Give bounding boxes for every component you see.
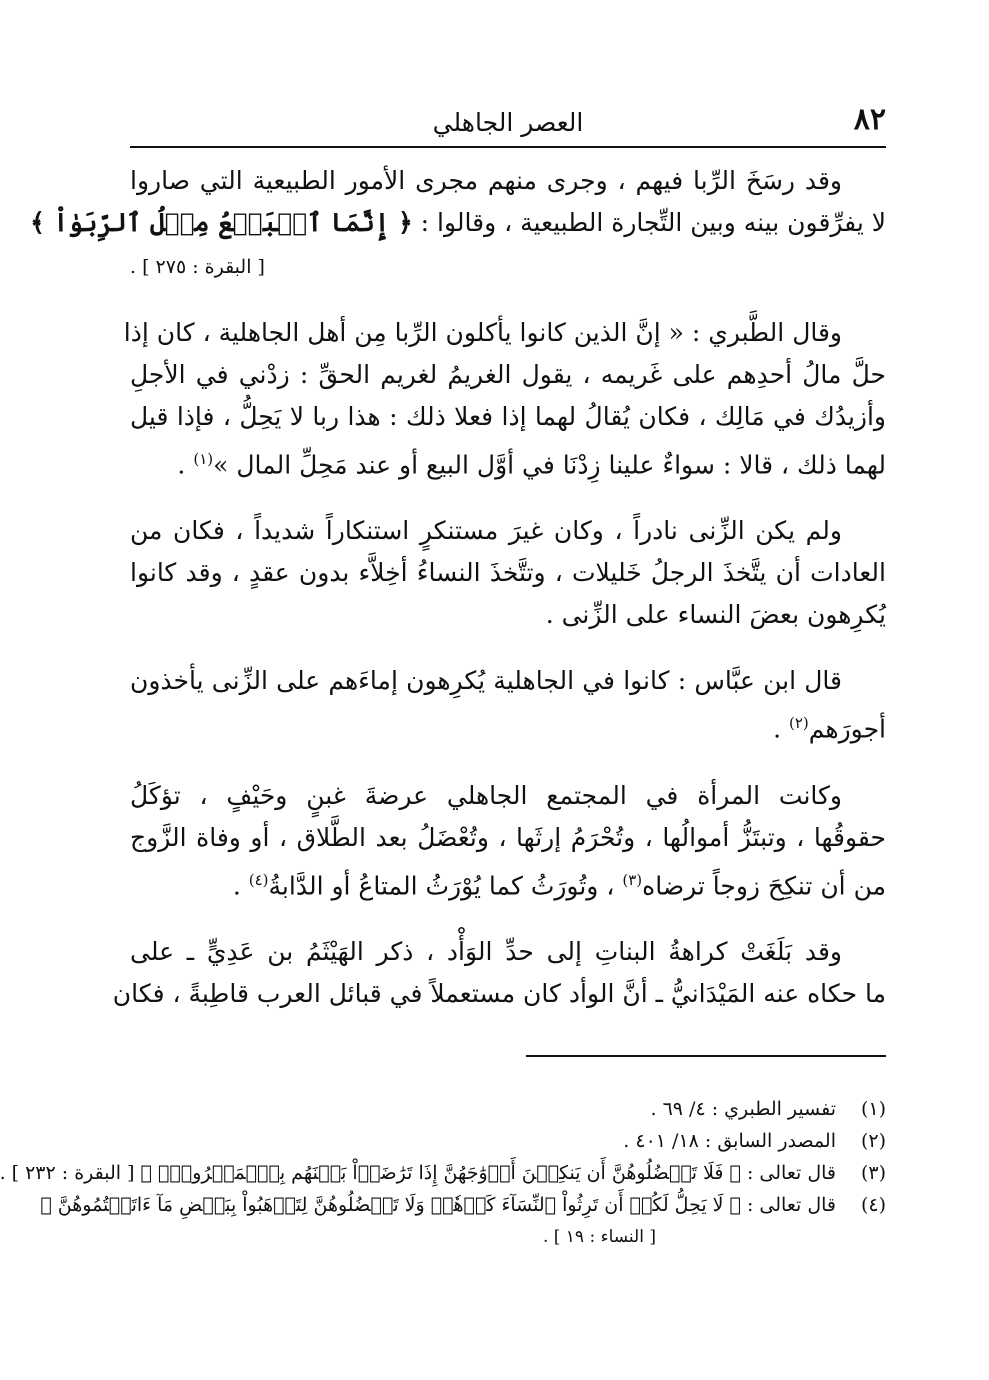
- footnote-text: قال تعالى : ﴿ لَا يَحِلُّ لَكُمۡ أَن تَرِثُواْ ٱلنِّسَآءَ كَرۡهٗاۖ وَلَا تَعۡضُلُوهُنَّ لِتَذۡهَبُواْ بِبَعۡضِ مَآ ءَاتَيۡتُمُوهُنَّ ﴾: [40, 1194, 836, 1216]
- text-line: وكانت المرأة في المجتمع الجاهلي عرضةَ غبنٍ وحَيْفٍ ، تؤكَلُ: [130, 780, 842, 810]
- text-line: حلَّ مالُ أحدِهم على غَريمه ، يقول الغريمُ لغريم الحقِّ : زدْني في الأجلِ: [130, 360, 886, 389]
- running-title: العصر الجاهلي: [432, 108, 584, 137]
- footnote-rule: [526, 1055, 886, 1057]
- paragraph-zina: [130, 510, 886, 636]
- footnote-marker[interactable]: (٤): [248, 870, 269, 889]
- footnote-marker[interactable]: (١): [193, 450, 214, 468]
- text-line: وقال الطَّبري : « إنَّ الذين كانوا يأكلون الرِّبا مِن أهل الجاهلية ، كان إذا: [123, 318, 842, 347]
- footnote-reference: [ النساء : ١٩ ] .: [542, 1227, 656, 1247]
- text-line: لهما ذلك ، قالا : سواءٌ علينا زِدْنَا في أوَّل البيع أو عند مَحِلِّ المال »$^{(١)}$ .: [177, 450, 886, 480]
- footnote-text: المصدر السابق : ١٨/ ٤٠١ .: [623, 1130, 836, 1152]
- footnote-marker[interactable]: (٢): [789, 714, 809, 733]
- footnote-text: تفسير الطبري : ٤/ ٦٩ .: [650, 1098, 836, 1120]
- paragraph-tabari: [123, 312, 886, 486]
- text-line: العادات أن يتَّخذَ الرجلُ خَليلات ، وتتَّخذَ النساءُ أخِلاَّء بدون عقدٍ ، وقد كانوا: [130, 558, 886, 588]
- footnote-number: (٢): [860, 1130, 886, 1152]
- text-line: [130, 244, 886, 288]
- text-line: وقد رسَخَ الرِّبا فيهم ، وجرى منهم مجرى الأمور الطبيعية التي صاروا: [130, 166, 842, 195]
- text-line: ولم يكن الزِّنى نادراً ، وكان غيرَ مستنكرٍ استنكاراً شديداً ، فكان من: [130, 516, 842, 546]
- header-rule: [130, 146, 886, 148]
- paragraph-riba: [30, 160, 886, 288]
- text-line: لا يفرِّقون بينه وبين التِّجارة الطبيعية ، وقالوا : ﴿ إِنَّمَا ٱلۡبَيۡعُ مِثۡلُ ٱلرِّبَوٰاْ ﴾: [30, 208, 886, 237]
- text-line: وأزيدُك في مَالِك ، فكان يُقالُ لهما إذا فعلا ذلك : هذا ربا لا يَحِلُّ ، فإذا قيل: [130, 402, 886, 431]
- page-header: [130, 100, 886, 144]
- text-line: حقوقُها ، وتبتَزُّ أموالُها ، وتُحْرَمُ إرثَها ، وتُعْضَلُ بعد الطَّلاق ، أو وفاة الزَّوج: [130, 822, 886, 852]
- text-line: يُكرِهون بعضَ النساء على الزِّنى .: [545, 600, 886, 630]
- footnote-text: قال تعالى : ﴿ فَلَا تَعۡضُلُوهُنَّ أَن يَنكِحۡنَ أَزۡوَٰجَهُنَّ إِذَا تَرَٰضَوۡاْ بَيۡنَهُم بِٱلۡمَعۡرُوفِۗ ﴾ [ البقرة : ٢٣٢ ] .: [0, 1162, 836, 1184]
- footnote-number: (٣): [860, 1162, 886, 1184]
- footnote-number: (٤): [860, 1194, 886, 1216]
- paragraph-wad: [112, 931, 886, 1015]
- text-line: أجورَهم$^{(٢)}$ .: [773, 714, 886, 744]
- footnote-item: [0, 1157, 886, 1189]
- text-line: من أن تنكِحَ زوجاً ترضاه$^{(٣)}$ ، وتُورَثُ كما يُوْرَثُ المتاعُ أو الدَّابةُ$^{(٤)}$ .: [232, 870, 886, 900]
- page-number: ٨٢: [853, 102, 886, 137]
- footnotes: [0, 1093, 886, 1253]
- verse-reference: [ البقرة : ٢٧٥ ] .: [130, 256, 265, 278]
- text-line: قال ابن عبَّاس : كانوا في الجاهلية يُكرِهون إماءَهم على الزِّنى يأخذون: [130, 666, 842, 696]
- footnote-number: (١): [860, 1098, 886, 1120]
- main-text: [30, 160, 886, 1039]
- footnote-item: [40, 1189, 886, 1221]
- quran-verse: ﴿ إِنَّمَا ٱلۡبَيۡعُ مِثۡلُ ٱلرِّبَوٰاْ ﴾: [30, 208, 413, 237]
- paragraph-woman: [130, 775, 886, 907]
- footnote-item: [130, 1125, 886, 1157]
- text-line: ما حكاه عنه المَيْدَانيُّ ـ أنَّ الوأد كان مستعملاً في قبائل العرب قاطِبةً ، فكان: [112, 978, 886, 1008]
- text-line: وقد بَلَغَتْ كراهةُ البناتِ إلى حدِّ الوَأْد ، ذكر الهَيْثَمُ بن عَدِيٍّ ـ على: [130, 936, 842, 966]
- footnote-marker[interactable]: (٣): [622, 870, 643, 889]
- footnote-item: [130, 1093, 886, 1125]
- paragraph-ibn-abbas: [130, 660, 886, 750]
